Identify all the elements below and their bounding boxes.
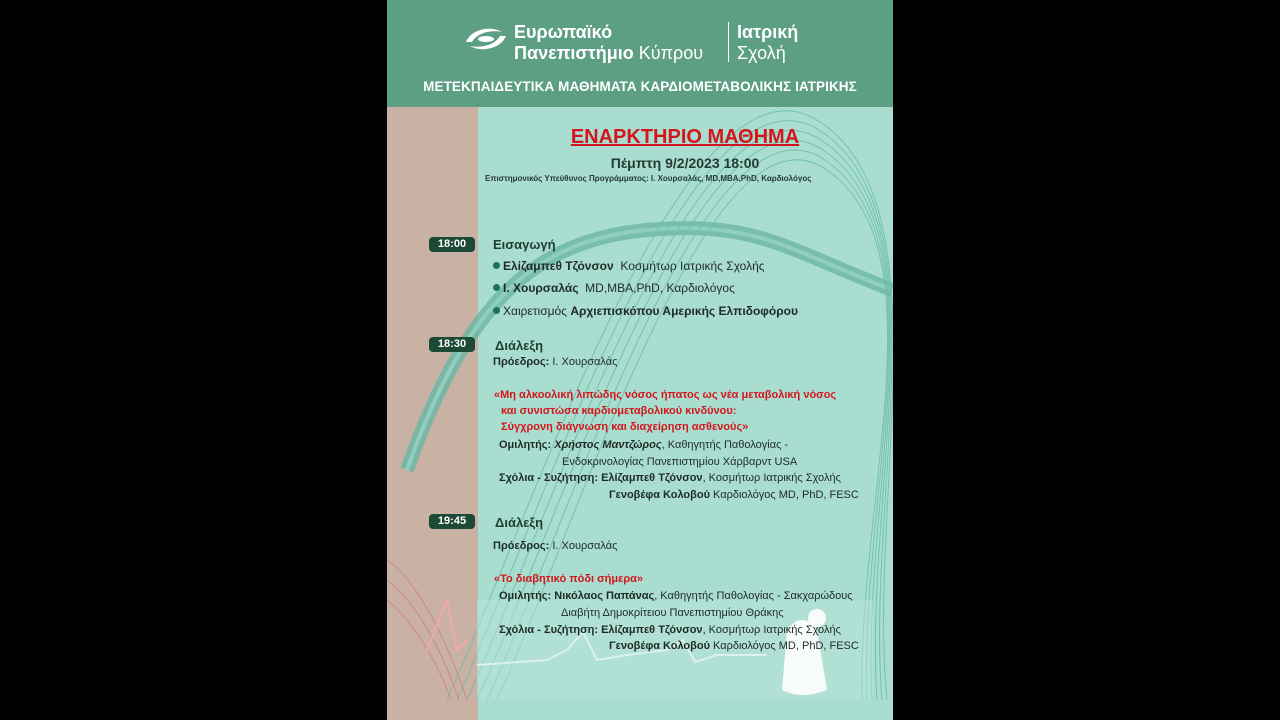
section-heading: Εισαγωγή xyxy=(493,237,556,252)
list-item: Ελίζαμπεθ Τζόνσον Κοσμήτωρ Ιατρικής Σχολής xyxy=(493,259,765,273)
time-badge: 18:00 xyxy=(429,237,475,252)
bullet-icon xyxy=(493,262,500,269)
speaker-line: Ενδοκρινολογίας Πανεπιστημίου Χάρβαρντ USA xyxy=(562,456,798,468)
school-name-line2: Σχολή xyxy=(737,43,786,63)
series-title: ΜΕΤΕΚΠΑΙΔΕΥΤΙΚΑ ΜΑΘΗΜΑΤΑ ΚΑΡΔΙΟΜΕΤΑΒΟΛΙΚΗΣ ΙΑΤΡΙΚΗΣ xyxy=(423,79,857,94)
uni-name-line1: Ευρωπαϊκό xyxy=(514,22,613,42)
speaker-line: Ομιλητής: Χρήστος Μαντζώρος, Καθηγητής Παθολογίας - xyxy=(499,439,789,451)
event-date: Πέμπτη 9/2/2023 18:00 xyxy=(610,155,760,171)
chair-line: Πρόεδρος: Ι. Χουρσαλάς xyxy=(493,540,618,552)
chair-line: Πρόεδρος: Ι. Χουρσαλάς xyxy=(493,356,618,368)
uni-name-line2 xyxy=(514,43,703,63)
speaker-line: Ομιλητής: Νικόλαος Παπάνας, Καθηγητής Παθολογίας - Σακχαρώδους xyxy=(499,590,853,602)
discussion-line: Σχόλια - Συζήτηση: Ελίζαμπεθ Τζόνσον, Κοσμήτωρ Ιατρικής Σχολής xyxy=(499,472,841,484)
list-item: Ι. Χουρσαλάς MD,MBA,PhD, Καρδιολόγος xyxy=(493,281,735,295)
section-heading: Διάλεξη xyxy=(495,338,544,353)
talk-title: «Μη αλκοολική λιπώδης νόσος ήπατος ως νέα μεταβολική νόσος xyxy=(494,389,837,401)
discussion-line: Γενοβέφα Κολοβού Καρδιολόγος MD, PhD, FESC xyxy=(609,640,859,652)
bullet-icon xyxy=(493,307,500,314)
speaker-line: Διαβήτη Δημοκρίτειου Πανεπιστημίου Θράκης xyxy=(561,607,784,619)
talk-title: και συνιστώσα καρδιομεταβολικού κινδύνου: xyxy=(501,405,737,417)
uni-name-line2-bold: Πανεπιστήμιο xyxy=(514,43,634,63)
section-heading: Διάλεξη xyxy=(495,515,544,530)
program-director: Επιστημονικός Υπεύθυνος Προγράμματος: Ι. Χουρσαλάς, MD,MBA,PhD, Καρδιολόγος xyxy=(485,174,812,183)
bullet-icon xyxy=(493,284,500,291)
university-logo-icon xyxy=(462,24,510,54)
list-item: Χαιρετισμός Αρχιεπισκόπου Αμερικής Ελπιδοφόρου xyxy=(493,304,798,318)
uni-name-line2-rest: Κύπρου xyxy=(638,43,704,63)
talk-title: «Το διαβητικό πόδι σήμερα» xyxy=(494,573,644,585)
time-badge: 18:30 xyxy=(429,337,475,352)
school-name-line1: Ιατρική xyxy=(737,22,799,42)
talk-title: Σύγχρονη διάγνωση και διαχείρηση ασθενούς» xyxy=(501,421,749,433)
time-badge: 19:45 xyxy=(429,514,475,529)
header-separator xyxy=(728,22,729,62)
discussion-line: Σχόλια - Συζήτηση: Ελίζαμπεθ Τζόνσον, Κοσμήτωρ Ιατρικής Σχολής xyxy=(499,624,841,636)
discussion-line: Γενοβέφα Κολοβού Καρδιολόγος MD, PhD, FESC xyxy=(609,489,859,501)
page-title: ΕΝΑΡΚΤΗΡΙΟ ΜΑΘΗΜΑ xyxy=(570,126,800,148)
poster xyxy=(387,0,893,720)
